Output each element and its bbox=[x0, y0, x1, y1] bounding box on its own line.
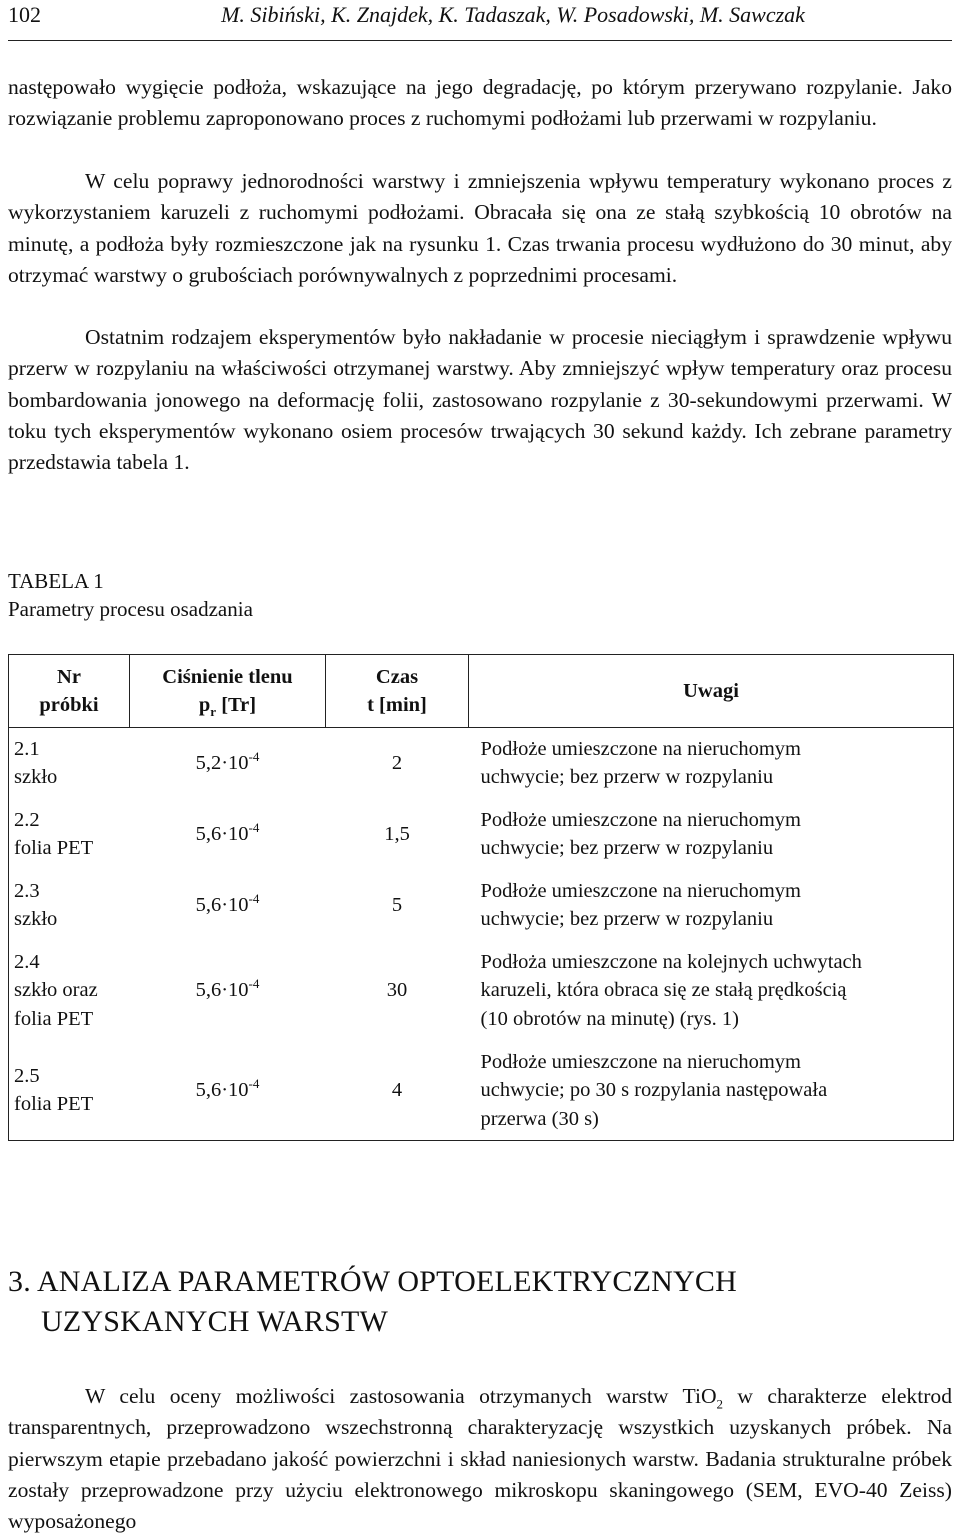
cell-time: 5 bbox=[391, 893, 403, 916]
table-row bbox=[9, 870, 954, 941]
page-header bbox=[8, 0, 952, 41]
cell-pressure: $5,6\cdot 10^{-4}$ bbox=[195, 1076, 260, 1101]
page-number: 102 bbox=[8, 2, 41, 27]
header-notes: Uwagi bbox=[469, 655, 954, 728]
header-time: Czas t [min] bbox=[326, 655, 469, 728]
table-title: Parametry procesu osadzania bbox=[8, 597, 253, 621]
paragraph-2: W celu poprawy jednorodności warstwy i zmniejszenia wpływu temperatury wykonano proces z wykorzystaniem karuzeli z ruchomymi podłożami. Obracała się ona ze stałą szybkością 10 obrotów na minutę, a podłoża były rozmieszczone jak na rysunku 1. Czas trwania procesu wydłużono do 30 minut, aby otrzymać warstwy o grubościach porównywalnych z poprzednimi procesami. bbox=[8, 169, 952, 287]
cell-pressure: $5,6\cdot 10^{-4}$ bbox=[195, 819, 260, 845]
section-title-line2: UZYSKANYCH WARSTW bbox=[41, 1305, 389, 1338]
table-row bbox=[9, 941, 954, 1041]
cell-notes: Podłoża umieszczone na kolejnych uchwytach karuzeli, która obraca się ze stałą prędkością (10 obrotów na minutę) (rys. 1) bbox=[480, 950, 862, 1030]
parameters-table bbox=[8, 654, 954, 1141]
cell-nr: 2.4 szkło oraz folia PET bbox=[14, 950, 98, 1030]
section-title-line1: 3. ANALIZA PARAMETRÓW OPTOELEKTRYCZNYCH bbox=[8, 1265, 737, 1298]
cell-time: 4 bbox=[391, 1079, 403, 1101]
cell-time: 1,5 bbox=[384, 822, 410, 845]
running-head: M. Sibiński, K. Znajdek, K. Tadaszak, W. Posadowski, M. Sawczak bbox=[221, 2, 805, 27]
section-heading bbox=[8, 1262, 948, 1342]
table-header-row bbox=[9, 655, 954, 728]
cell-nr: 2.1 szkło bbox=[14, 737, 58, 789]
cell-notes: Podłoże umieszczone na nieruchomym uchwycie; po 30 s rozpylania następowała przerwa (30 s) bbox=[480, 1050, 828, 1130]
header-pressure: Ciśnienie tlenu $p_r$ [Tr] bbox=[130, 655, 326, 728]
cell-time: 2 bbox=[391, 752, 403, 774]
table-row bbox=[9, 728, 954, 799]
header-nr: Nr próbki bbox=[9, 655, 130, 728]
section-paragraph: W celu oceny możliwości zastosowania otrzymanych warstw TiO$_2$ w charakterze elektrod transparentnych, przeprowadzono wszechstronną charakteryzację wszystkich uzyskanych próbek. Na pierwszym etapie przebadano jakość powierzchni i skład naniesionych warstw. Badania strukturalne próbek zostały przeprowadzone przy użyciu elektronowego mikroskopu skaningowego (SEM, EVO-40 Zeiss) wyposażonego bbox=[8, 1384, 952, 1534]
paragraph-1: następowało wygięcie podłoża, wskazujące na jego degradację, po którym przerywano rozpylanie. Jako rozwiązanie problemu zaproponowano proces z ruchomymi podłożami lub przerwami w rozpylaniu. bbox=[8, 75, 952, 131]
table-row bbox=[9, 1041, 954, 1141]
cell-pressure: $5,2\cdot 10^{-4}$ bbox=[195, 749, 260, 774]
cell-pressure: $5,6\cdot 10^{-4}$ bbox=[195, 976, 260, 1002]
cell-notes: Podłoże umieszczone na nieruchomym uchwycie; bez przerw w rozpylaniu bbox=[480, 879, 801, 930]
table-row bbox=[9, 799, 954, 870]
cell-nr: 2.5 folia PET bbox=[14, 1064, 94, 1116]
cell-notes: Podłoże umieszczone na nieruchomym uchwycie; bez przerw w rozpylaniu bbox=[480, 737, 801, 789]
cell-notes: Podłoże umieszczone na nieruchomym uchwycie; bez przerw w rozpylaniu bbox=[480, 808, 801, 859]
cell-pressure: $5,6\cdot 10^{-4}$ bbox=[195, 890, 260, 916]
table-label: TABELA 1 bbox=[8, 569, 104, 593]
cell-nr: 2.2 folia PET bbox=[14, 808, 94, 859]
cell-time: 30 bbox=[386, 979, 408, 1002]
paragraph-3: Ostatnim rodzajem eksperymentów było nakładanie w procesie nieciągłym i sprawdzenie wpływu przerw w rozpylaniu na właściwości otrzymanej warstwy. Aby zmniejszyć wpływ temperatury oraz procesu bombardowania jonowego na deformację folii, zastosowano rozpylanie z 30-sekundowymi przerwami. W toku tych eksperymentów wykonano osiem procesów trwających 30 sekund każdy. Ich zebrane parametry przedstawia tabela 1. bbox=[8, 325, 952, 475]
cell-nr: 2.3 szkło bbox=[14, 879, 58, 930]
